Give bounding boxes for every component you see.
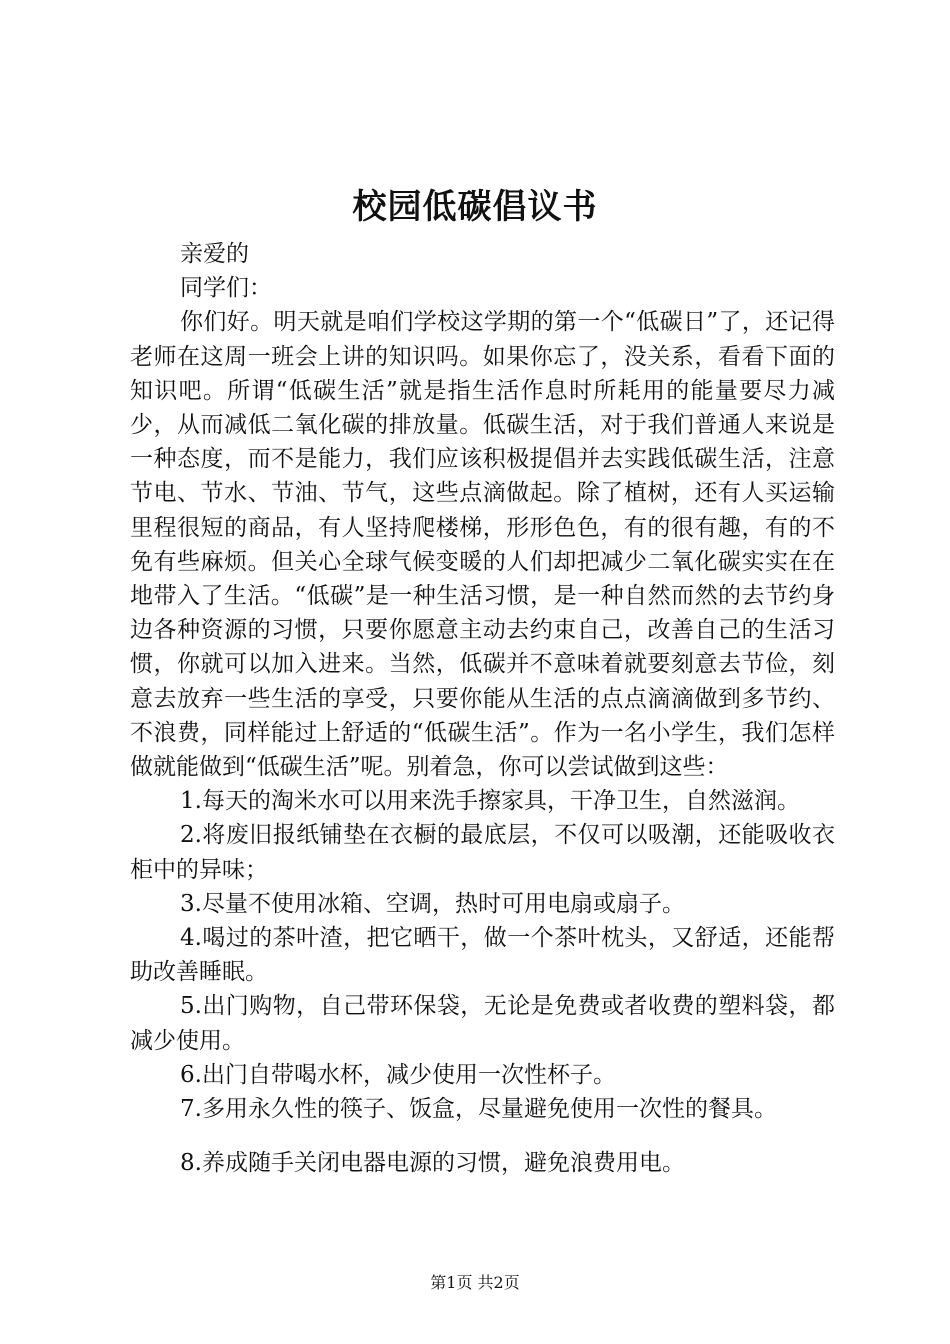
- salutation-line-1: 亲爱的: [180, 241, 249, 267]
- document-body: [130, 237, 835, 1180]
- list-item: 4.喝过的茶叶渣，把它晒干，做一个茶叶枕头，又舒适，还能帮助改善睡眠。: [130, 925, 835, 986]
- list-item: 2.将废旧报纸铺垫在衣橱的最底层，不仅可以吸潮，还能吸收衣柜中的异味；: [130, 822, 835, 883]
- intro-paragraph: 你们好。明天就是咱们学校这学期的第一个“低碳日”了，还记得老师在这周一班会上讲的知识吗。如果你忘了，没关系，看看下面的知识吧。所谓“低碳生活”就是指生活作息时所耗用的能量要尽力减少，从而减低二氧化碳的排放量。低碳生活，对于我们普通人来说是一种态度，而不是能力，我们应该积极提倡并去实践低碳生活，注意节电、节水、节油、节气，这些点滴做起。除了植树，还有人买运输里程很短的商品，有人坚持爬楼梯，形形色色，有的很有趣，有的不免有些麻烦。但关心全球气候变暖的人们却把减少二氧化碳实实在在地带入了生活。“低碳”是一种生活习惯，是一种自然而然的去节约身边各种资源的习惯，只要你愿意主动去约束自己，改善自己的生活习惯，你就可以加入进来。当然，低碳并不意味着就要刻意去节俭，刻意去放弃一些生活的享受，只要你能从生活的点点滴滴做到多节约、不浪费，同样能过上舒适的“低碳生活”。作为一名小学生，我们怎样做就能做到“低碳生活”呢。别着急，你可以尝试做到这些：: [130, 309, 835, 781]
- page-footer: 第1页 共2页: [430, 1273, 520, 1292]
- document-title: 校园低碳倡议书: [352, 187, 598, 227]
- list-item: 5.出门购物，自己带环保袋，无论是免费或者收费的塑料袋，都减少使用。: [130, 993, 835, 1054]
- list-item: 1.每天的淘米水可以用来洗手擦家具，干净卫生，自然滋润。: [180, 788, 800, 815]
- list-item: 6.出门自带喝水杯，减少使用一次性杯子。: [180, 1061, 616, 1088]
- list-item: 8.养成随手关闭电器电源的习惯，避免浪费用电。: [180, 1150, 685, 1177]
- salutation-line-2: 同学们：: [180, 275, 272, 302]
- list-item: 7.多用永久性的筷子、饭盒，尽量避免使用一次性的餐具。: [180, 1096, 777, 1123]
- list-item: 3.尽量不使用冰箱、空调，热时可用电扇或扇子。: [180, 890, 685, 917]
